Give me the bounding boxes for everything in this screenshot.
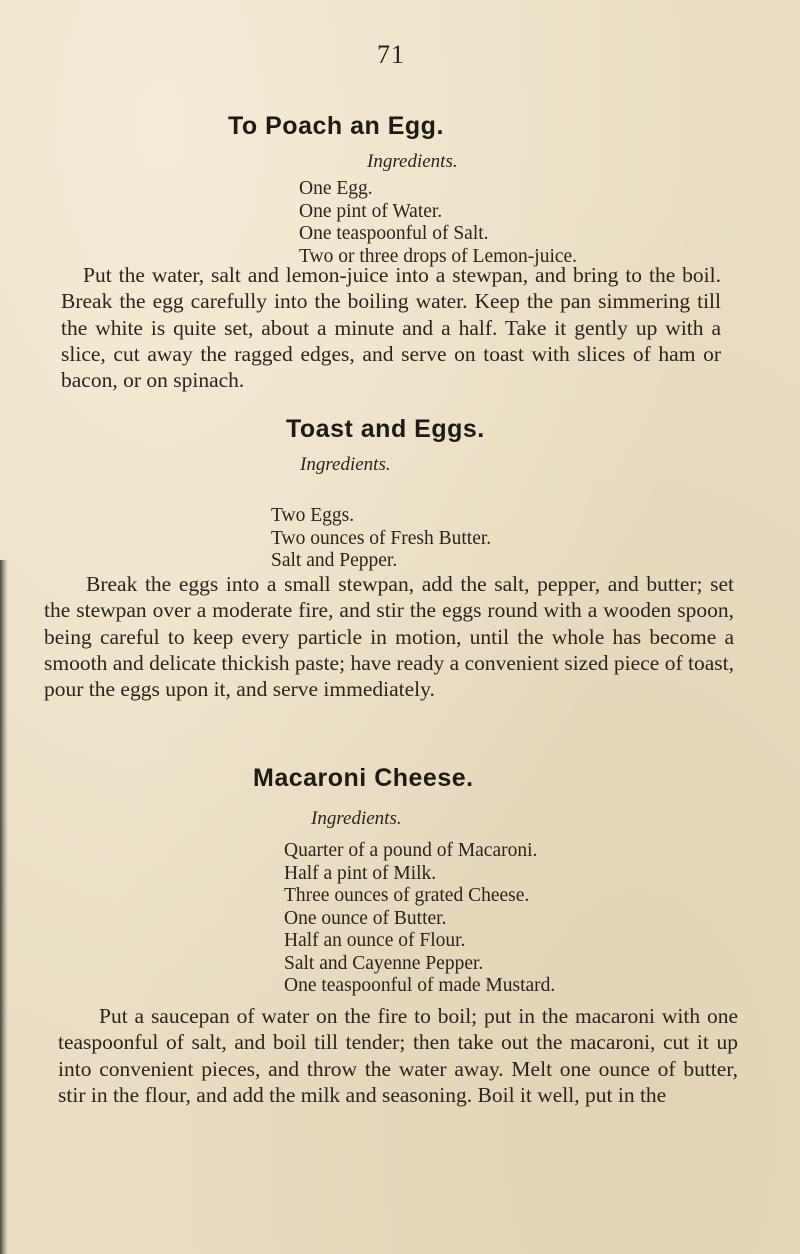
ingredient-item: Two or three drops of Lemon-juice. bbox=[299, 245, 578, 267]
method-paragraph: Put a saucepan of water on the fire to boil; put in the macaroni with one teaspoonful of salt, and boil till tender; then take out the macaroni, cut it up into convenient pieces, and throw the water away. Melt one ounce of butter, stir in the flour, and add the milk and seasoning. Boil it well, put in the bbox=[58, 1004, 738, 1107]
ingredient-item: One teaspoonful of Salt. bbox=[299, 223, 489, 244]
ingredient-item: Half a pint of Milk. bbox=[284, 862, 437, 884]
recipe-title: To Poach an Egg. bbox=[228, 112, 444, 140]
ingredient-item: Three ounces of grated Cheese. bbox=[284, 885, 530, 906]
ingredient-item: Two Eggs. bbox=[271, 505, 355, 526]
ingredient-item: One teaspoonful of made Mustard. bbox=[284, 975, 556, 996]
ingredient-item: Two ounces of Fresh Butter. bbox=[271, 527, 492, 549]
ingredient-item: One ounce of Butter. bbox=[284, 907, 447, 929]
ingredient-item: Quarter of a pound of Macaroni. bbox=[284, 840, 538, 861]
ingredient-item: Half an ounce of Flour. bbox=[284, 930, 466, 951]
ingredient-item: Salt and Cayenne Pepper. bbox=[284, 952, 484, 974]
method-paragraph: Break the eggs into a small stewpan, add the salt, pepper, and butter; set the stewpan over a moderate fire, and stir the eggs round with a wooden spoon, being careful to keep every particle in motion, until the whole has become a smooth and delicate thickish paste; have ready a convenient sized piece of toast, pour the eggs upon it, and serve immediately. bbox=[44, 572, 734, 702]
ingredients-list bbox=[299, 178, 577, 268]
page-number: 71 bbox=[377, 40, 405, 69]
ingredients-list bbox=[271, 505, 491, 573]
ingredients-heading: Ingredients. bbox=[367, 151, 458, 172]
method-paragraph: Put the water, salt and lemon-juice into a stewpan, and bring to the boil. Break the egg carefully into the boiling water. Keep the pan simmering till the white is quite set, about a minute and a half. Take it gently up with a slice, cut away the ragged edges, and serve on toast with slices of ham or bacon, or on spinach. bbox=[61, 263, 721, 393]
recipe-title: Macaroni Cheese. bbox=[253, 764, 474, 792]
recipe-title: Toast and Eggs. bbox=[286, 415, 485, 443]
ingredients-list bbox=[284, 840, 555, 998]
ingredient-item: Salt and Pepper. bbox=[271, 550, 398, 571]
ingredient-item: One pint of Water. bbox=[299, 200, 443, 222]
ingredients-heading: Ingredients. bbox=[311, 808, 402, 829]
ingredients-heading: Ingredients. bbox=[300, 454, 391, 475]
ingredient-item: One Egg. bbox=[299, 178, 373, 199]
